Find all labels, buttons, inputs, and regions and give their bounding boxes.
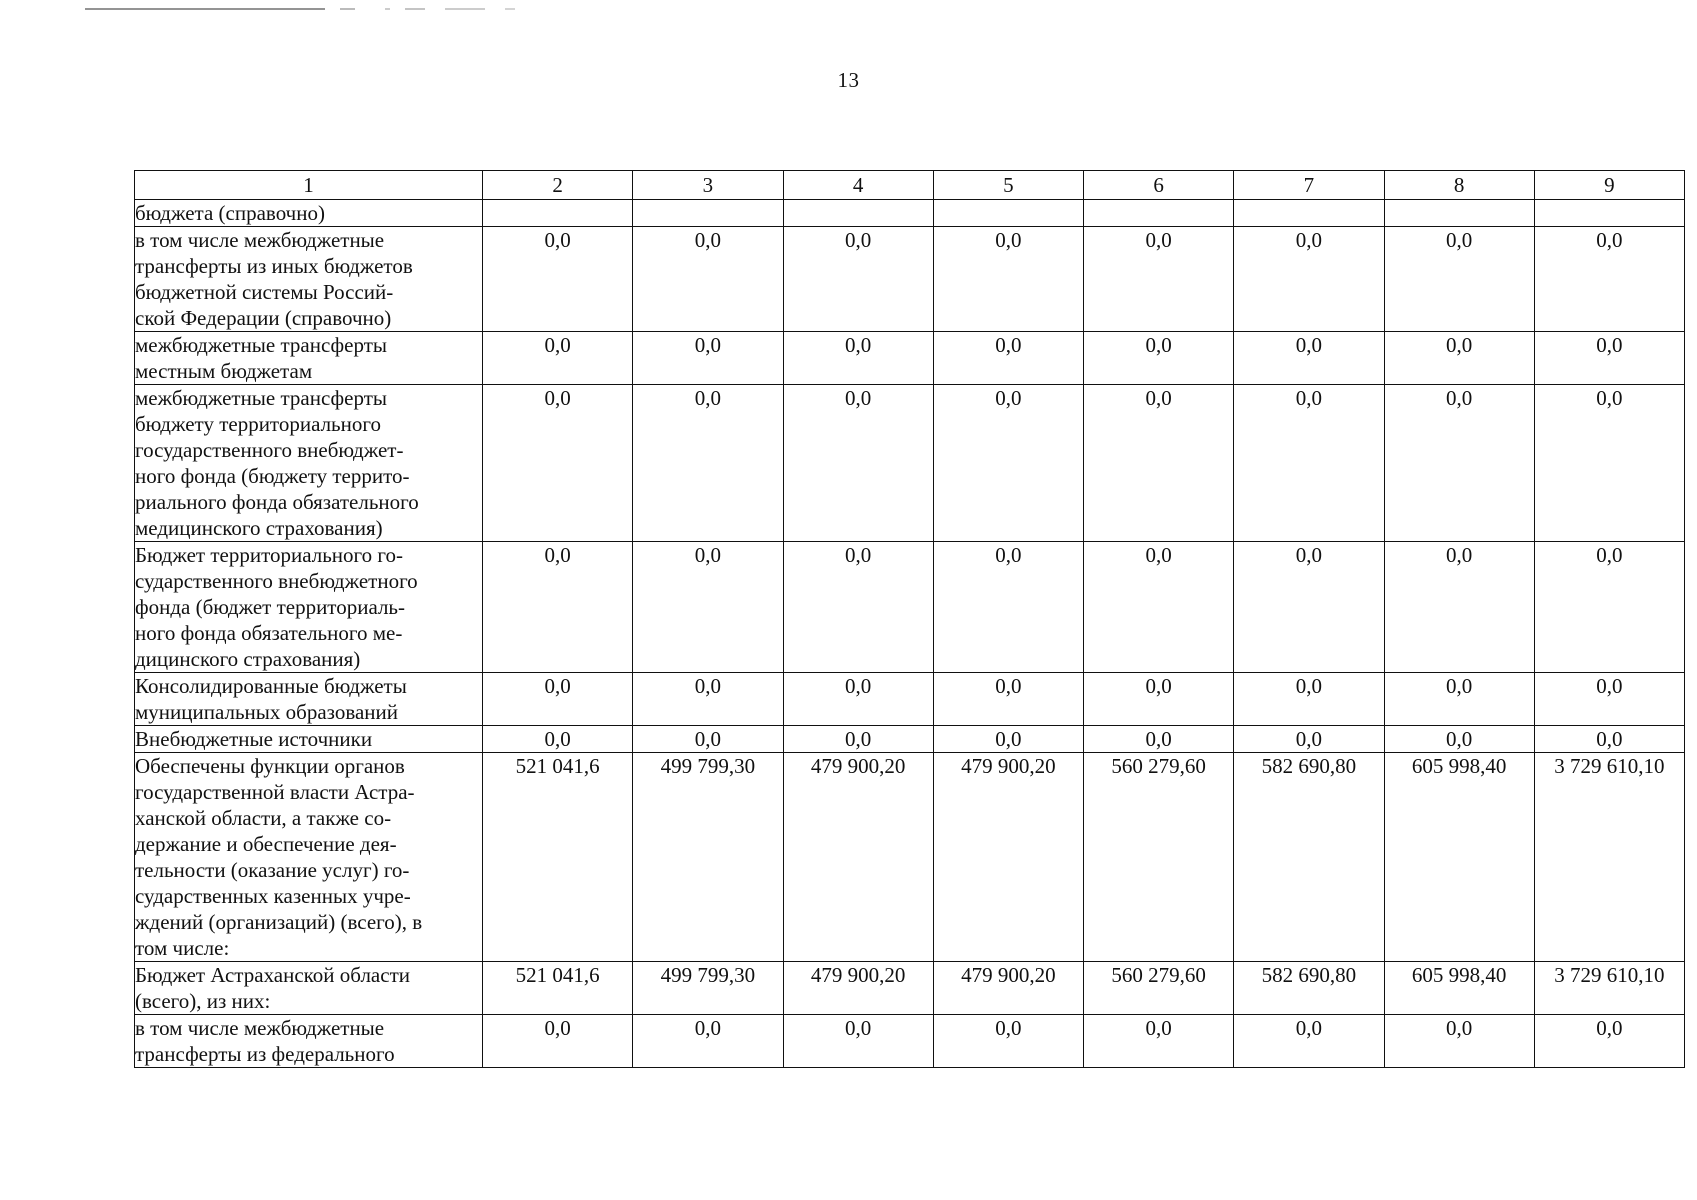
row-label-line: Бюджет Астраханской области	[135, 963, 410, 987]
row-label-line: том числе:	[135, 936, 230, 960]
value-cell: 0,0	[1534, 542, 1684, 673]
row-label-line: трансферты из федерального	[135, 1042, 395, 1066]
value-cell: 0,0	[633, 542, 783, 673]
value-cell: 560 279,60	[1084, 962, 1234, 1015]
value-cell: 0,0	[633, 673, 783, 726]
value-cell: 0,0	[783, 1015, 933, 1068]
value-cell: 479 900,20	[933, 962, 1083, 1015]
column-header: 5	[933, 171, 1083, 200]
row-label-line: Консолидированные бюджеты	[135, 674, 407, 698]
value-cell: 605 998,40	[1384, 753, 1534, 962]
value-cell: 521 041,6	[483, 753, 633, 962]
row-label-line: ждений (организаций) (всего), в	[135, 910, 423, 934]
value-cell: 0,0	[1234, 332, 1384, 385]
row-label-line: фонда (бюджет территориаль-	[135, 595, 405, 619]
row-label	[135, 1015, 483, 1068]
table-row	[135, 726, 1685, 753]
column-header: 4	[783, 171, 933, 200]
row-label-line: сударственного внебюджетного	[135, 569, 418, 593]
row-label-line: муниципальных образований	[135, 700, 398, 724]
value-cell: 0,0	[1084, 227, 1234, 332]
value-cell: 0,0	[1534, 332, 1684, 385]
value-cell: 582 690,80	[1234, 962, 1384, 1015]
row-label-line: ской Федерации (справочно)	[135, 306, 392, 330]
value-cell: 0,0	[483, 673, 633, 726]
value-cell: 0,0	[483, 726, 633, 753]
row-label-line: ного фонда (бюджету террито-	[135, 464, 410, 488]
value-cell: 0,0	[483, 332, 633, 385]
column-header: 7	[1234, 171, 1384, 200]
value-cell: 0,0	[1534, 673, 1684, 726]
value-cell: 3 729 610,10	[1534, 962, 1684, 1015]
value-cell: 0,0	[783, 726, 933, 753]
value-cell: 479 900,20	[783, 753, 933, 962]
row-label	[135, 726, 483, 753]
row-label-line: трансферты из иных бюджетов	[135, 254, 413, 278]
value-cell: 0,0	[1534, 726, 1684, 753]
value-cell: 605 998,40	[1384, 962, 1534, 1015]
value-cell: 0,0	[1234, 673, 1384, 726]
value-cell: 0,0	[633, 227, 783, 332]
value-cell: 0,0	[1234, 227, 1384, 332]
value-cell	[783, 200, 933, 227]
table-row	[135, 753, 1685, 962]
value-cell: 0,0	[933, 726, 1083, 753]
row-label	[135, 227, 483, 332]
row-label-line: бюджету территориального	[135, 412, 381, 436]
value-cell: 0,0	[1084, 1015, 1234, 1068]
row-label-line: держание и обеспечение дея-	[135, 832, 397, 856]
table-row	[135, 385, 1685, 542]
page-number: 13	[837, 68, 860, 92]
value-cell: 0,0	[1384, 1015, 1534, 1068]
value-cell: 0,0	[1084, 673, 1234, 726]
value-cell: 0,0	[783, 385, 933, 542]
value-cell: 479 900,20	[933, 753, 1083, 962]
row-label-line: в том числе межбюджетные	[135, 228, 385, 252]
value-cell	[1234, 200, 1384, 227]
value-cell: 0,0	[1384, 673, 1534, 726]
column-header: 3	[633, 171, 783, 200]
value-cell: 582 690,80	[1234, 753, 1384, 962]
value-cell	[1384, 200, 1534, 227]
row-label-line: межбюджетные трансферты	[135, 386, 387, 410]
row-label	[135, 673, 483, 726]
row-label-line: дицинского страхования)	[135, 647, 361, 671]
table-row	[135, 332, 1685, 385]
value-cell: 0,0	[1384, 542, 1534, 673]
column-header: 2	[483, 171, 633, 200]
table-row	[135, 542, 1685, 673]
column-header: 9	[1534, 171, 1684, 200]
row-label-line: межбюджетные трансферты	[135, 333, 387, 357]
value-cell: 0,0	[1384, 332, 1534, 385]
value-cell	[483, 200, 633, 227]
value-cell: 499 799,30	[633, 753, 783, 962]
row-label-line: Обеспечены функции органов	[135, 754, 405, 778]
value-cell: 0,0	[933, 1015, 1083, 1068]
row-label-line: государственного внебюджет-	[135, 438, 404, 462]
value-cell: 0,0	[1084, 726, 1234, 753]
table-row	[135, 200, 1685, 227]
value-cell: 0,0	[483, 542, 633, 673]
value-cell: 0,0	[933, 385, 1083, 542]
table-body	[135, 200, 1685, 1068]
row-label-line: государственной власти Астра-	[135, 780, 415, 804]
value-cell: 0,0	[483, 227, 633, 332]
value-cell: 0,0	[1234, 385, 1384, 542]
column-header: 6	[1084, 171, 1234, 200]
value-cell: 0,0	[633, 1015, 783, 1068]
value-cell: 0,0	[633, 385, 783, 542]
table-header	[135, 171, 1685, 200]
row-label-line: риального фонда обязательного	[135, 490, 419, 514]
budget-table	[134, 170, 1685, 1068]
table-row	[135, 1015, 1685, 1068]
value-cell: 479 900,20	[783, 962, 933, 1015]
row-label-line: бюджетной системы Россий-	[135, 280, 394, 304]
row-label	[135, 385, 483, 542]
table-row	[135, 227, 1685, 332]
value-cell: 0,0	[1234, 542, 1384, 673]
row-label	[135, 962, 483, 1015]
value-cell: 0,0	[633, 332, 783, 385]
row-label-line: в том числе межбюджетные	[135, 1016, 385, 1040]
value-cell	[633, 200, 783, 227]
value-cell: 0,0	[1384, 227, 1534, 332]
value-cell: 0,0	[933, 227, 1083, 332]
row-label-line: сударственных казенных учре-	[135, 884, 411, 908]
column-header: 8	[1384, 171, 1534, 200]
value-cell: 0,0	[1384, 385, 1534, 542]
value-cell: 0,0	[783, 673, 933, 726]
value-cell: 0,0	[783, 332, 933, 385]
value-cell: 0,0	[783, 542, 933, 673]
row-label	[135, 753, 483, 962]
row-label-line: Внебюджетные источники	[135, 727, 373, 751]
value-cell: 0,0	[483, 1015, 633, 1068]
value-cell: 0,0	[483, 385, 633, 542]
value-cell: 0,0	[783, 227, 933, 332]
row-label-line: тельности (оказание услуг) го-	[135, 858, 410, 882]
scan-artifact-lines	[85, 6, 585, 12]
value-cell: 0,0	[1234, 1015, 1384, 1068]
row-label-line: бюджета (справочно)	[135, 201, 325, 225]
row-label-line: медицинского страхования)	[135, 516, 383, 540]
table-row	[135, 962, 1685, 1015]
value-cell: 0,0	[633, 726, 783, 753]
row-label	[135, 332, 483, 385]
value-cell: 0,0	[1234, 726, 1384, 753]
value-cell: 0,0	[1084, 542, 1234, 673]
row-label-line: местным бюджетам	[135, 359, 313, 383]
value-cell: 560 279,60	[1084, 753, 1234, 962]
value-cell: 0,0	[933, 332, 1083, 385]
value-cell: 0,0	[1534, 1015, 1684, 1068]
row-label-line: Бюджет территориального го-	[135, 543, 403, 567]
row-label-line: ханской области, а также со-	[135, 806, 392, 830]
value-cell: 499 799,30	[633, 962, 783, 1015]
table-row	[135, 673, 1685, 726]
column-header: 1	[135, 171, 483, 200]
row-label	[135, 200, 483, 227]
value-cell: 521 041,6	[483, 962, 633, 1015]
value-cell	[933, 200, 1083, 227]
value-cell	[1084, 200, 1234, 227]
value-cell: 0,0	[1534, 227, 1684, 332]
value-cell: 0,0	[1534, 385, 1684, 542]
header-row	[135, 171, 1685, 200]
row-label-line: ного фонда обязательного ме-	[135, 621, 403, 645]
value-cell: 0,0	[933, 673, 1083, 726]
value-cell: 0,0	[1384, 726, 1534, 753]
row-label	[135, 542, 483, 673]
value-cell	[1534, 200, 1684, 227]
value-cell: 3 729 610,10	[1534, 753, 1684, 962]
value-cell: 0,0	[933, 542, 1083, 673]
value-cell: 0,0	[1084, 332, 1234, 385]
row-label-line: (всего), из них:	[135, 989, 271, 1013]
value-cell: 0,0	[1084, 385, 1234, 542]
